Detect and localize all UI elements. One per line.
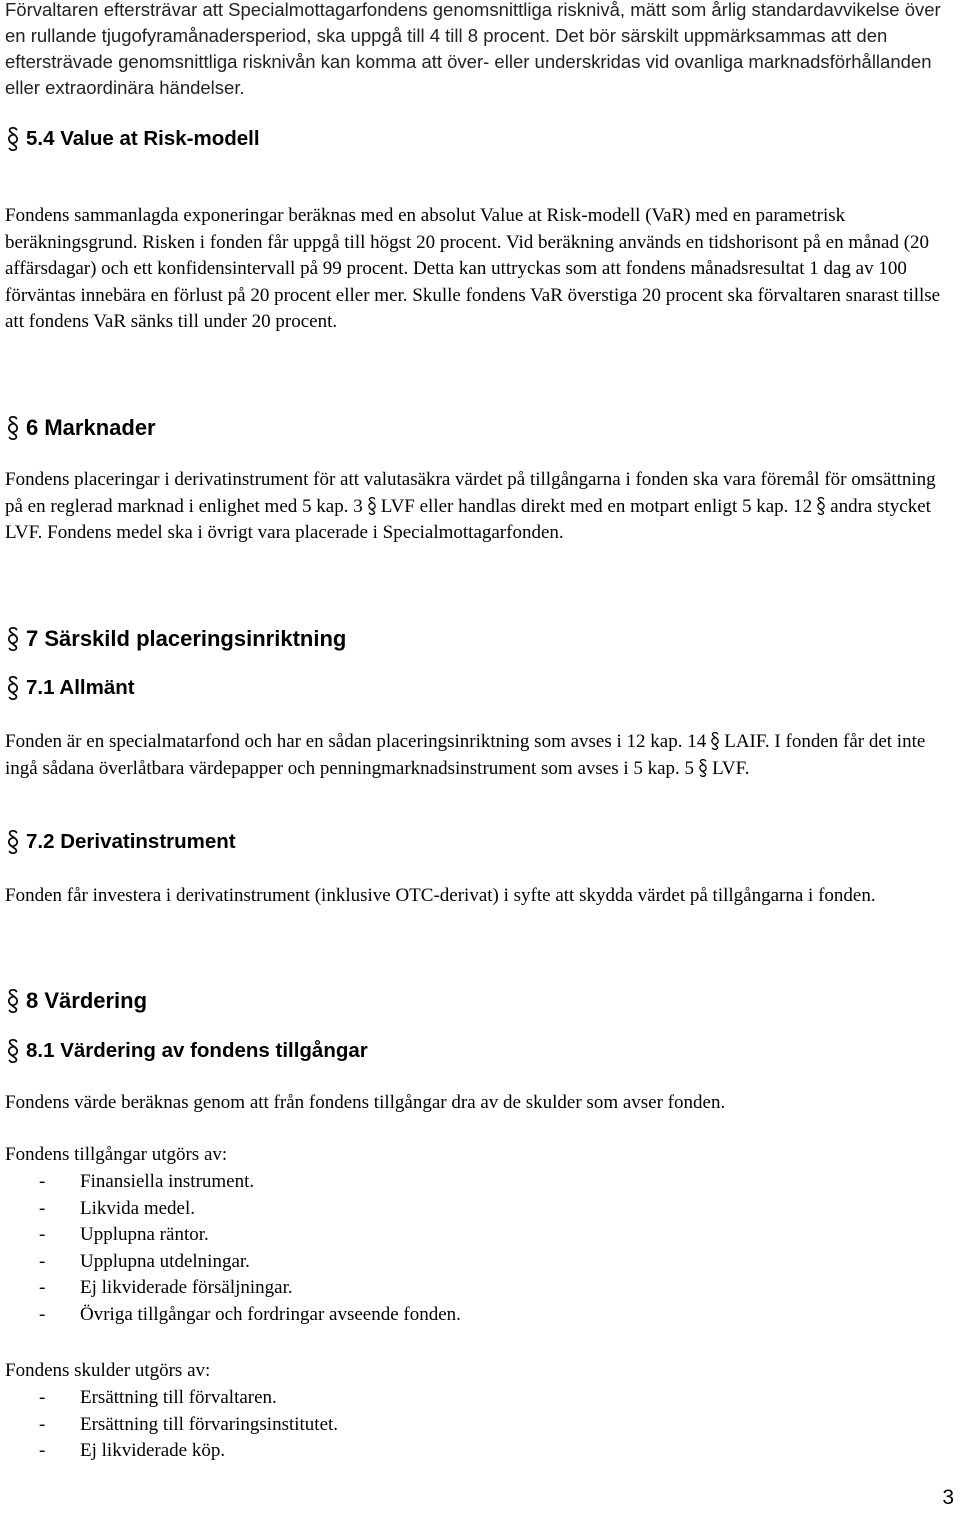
section-sign-icon [697, 757, 709, 779]
section-heading-6-text: 6 Marknader [26, 415, 156, 440]
section-sign-icon [5, 1037, 22, 1065]
section-heading-8-1 [5, 1037, 368, 1065]
list-item: - Upplupna räntor. [5, 1222, 905, 1249]
section-6-text-b: LVF eller handlas direkt med en motpart enligt 5 kap. 12 [380, 495, 813, 517]
assets-list [5, 1169, 905, 1328]
list-item: - Ersättning till förvaltaren. [5, 1385, 905, 1412]
list-item: - Ej likviderade försäljningar. [5, 1275, 905, 1302]
section-sign-icon [5, 625, 22, 653]
liabilities-list [5, 1385, 905, 1465]
list-item: - Övriga tillgångar och fordringar avseende fonden. [5, 1302, 905, 1329]
list-item: - Finansiella instrument. [5, 1169, 905, 1196]
section-heading-8-1-text: 8.1 Värdering av fondens tillgångar [26, 1039, 368, 1062]
intro-paragraph: Förvaltaren eftersträvar att Specialmottagarfondens genomsnittliga risknivå, mätt som årlig standardavvikelse över en rullande tjugofyramånadersperiod, ska uppgå till 4 till 8 procent. Det bör särskilt uppmärksammas att den eftersträvade genomsnittliga risknivån kan komma att över- eller underskridas vid ovanliga marknadsförhållanden eller extraordinära händelser. [5, 0, 941, 98]
section-sign-icon [5, 987, 22, 1015]
list-item: - Upplupna utdelningar. [5, 1249, 905, 1276]
section-6-text-c: andra stycket LVF. Fondens medel ska i övrigt vara placerade i Specialmottagarfonden. [5, 495, 931, 543]
section-6-paragraph [5, 467, 955, 547]
section-6-text-a: Fondens placeringar i derivatinstrument för att valutasäkra värdet på tillgångarna i fonden ska vara föremål för omsättning på en reglerad marknad i enlighet med 5 kap. 3 [5, 469, 936, 517]
section-sign-icon [5, 674, 22, 702]
section-sign-icon [815, 495, 827, 517]
page-number: 3 [942, 1486, 954, 1509]
section-sign-icon [709, 730, 721, 752]
section-heading-8-text: 8 Värdering [26, 988, 148, 1013]
list-item: - Ersättning till förvaringsinstitutet. [5, 1412, 905, 1439]
section-heading-7-1-text: 7.1 Allmänt [26, 676, 135, 699]
section-heading-5-4-text: 5.4 Value at Risk-modell [26, 127, 260, 150]
section-sign-icon [5, 828, 22, 856]
section-heading-7-1 [5, 674, 135, 702]
section-heading-7-2 [5, 828, 236, 856]
assets-intro: Fondens tillgångar utgörs av: [5, 1144, 228, 1165]
list-item: - Likvida medel. [5, 1196, 905, 1223]
section-heading-7-text: 7 Särskild placeringsinriktning [26, 626, 347, 651]
section-sign-icon [5, 414, 22, 442]
list-item: - Ej likviderade köp. [5, 1438, 905, 1465]
section-8-1-paragraph: Fondens värde beräknas genom att från fondens tillgångar dra av de skulder som avser fonden. [5, 1092, 726, 1113]
section-7-2-paragraph: Fonden får investera i derivatinstrument (inklusive OTC-derivat) i syfte att skydda värdet på tillgångarna i fonden. [5, 885, 876, 906]
section-heading-6 [5, 414, 156, 442]
section-sign-icon [5, 125, 22, 153]
section-heading-7 [5, 625, 346, 653]
section-7-1-text-c: LVF. [712, 757, 750, 779]
section-heading-5-4 [5, 125, 260, 153]
section-sign-icon [366, 495, 378, 517]
section-7-1-paragraph [5, 729, 960, 782]
liabilities-intro: Fondens skulder utgörs av: [5, 1360, 211, 1381]
section-5-4-paragraph: Fondens sammanlagda exponeringar beräknas med en absolut Value at Risk-modell (VaR) med en parametrisk beräkningsgrund. Risken i fonden får uppgå till högst 20 procent. Vid beräkning används en tidshorisont på en månad (20 affärsdagar) och ett konfidensintervall på 99 procent. Detta kan uttryckas som att fondens månadsresultat 1 dag av 100 förväntas innebära en förlust på 20 procent eller mer. Skulle fondens VaR överstiga 20 procent ska förvaltaren snarast tillse att fondens VaR sänks till under 20 procent. [5, 205, 941, 332]
section-7-1-text-a: Fonden är en specialmatarfond och har en sådan placeringsinriktning som avses i 12 kap. 14 [5, 731, 707, 752]
section-heading-7-2-text: 7.2 Derivatinstrument [26, 830, 236, 853]
section-heading-8 [5, 987, 147, 1015]
section-7-1-text-b: LAIF. I fonden får det inte ingå sådana överlåtbara värdepapper och penningmarknadsinstrument som avses i 5 kap. 5 [5, 731, 926, 779]
